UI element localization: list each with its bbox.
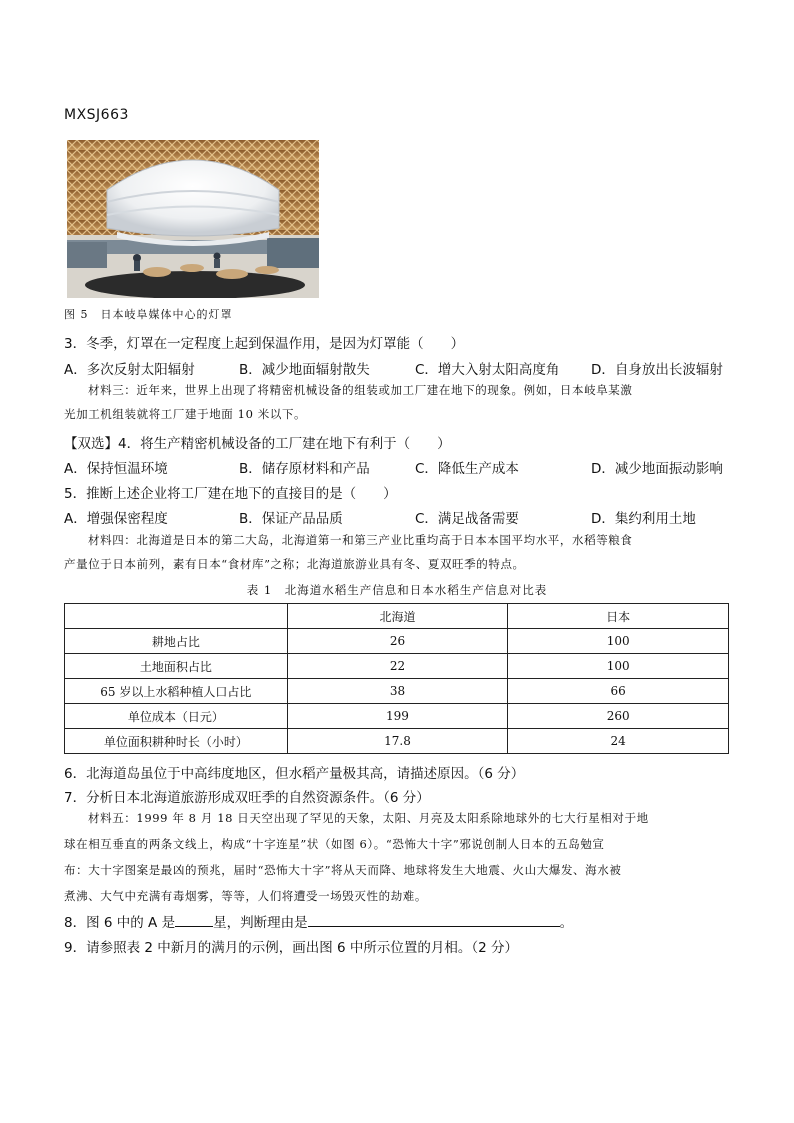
question-4-stem: 【双选】4．将生产精密机械设备的工厂建在地下有利于（ ）	[64, 436, 451, 452]
material-3-line-1: 材料三：近年来，世界上出现了将精密机械设备的组装或加工厂建在地下的现象。例如，日本岐阜某激	[88, 383, 633, 397]
question-4-option-a: A．保持恒温环境	[64, 461, 168, 477]
question-5-option-b: B．保证产品品质	[239, 511, 343, 527]
material-4-line-2: 产量位于日本前列，素有日本“食材库”之称；北海道旅游业具有冬、夏双旺季的特点。	[64, 557, 525, 571]
table-header-cell	[65, 604, 288, 629]
table-header-cell: 北海道	[287, 604, 508, 629]
table-cell: 土地面积占比	[65, 654, 288, 679]
material-5-line-4: 煮沸、大气中充满有毒烟雾，等等，人们将遭受一场毁灭性的劫难。	[64, 889, 427, 903]
question-8-part-2: 星，判断理由是	[213, 915, 308, 931]
material-5-line-3: 布：大十字图案是最凶的预兆，届时“恐怖大十字”将从天而降、地球将发生大地震、火山大爆发、海水被	[64, 863, 622, 877]
table-cell: 22	[287, 654, 508, 679]
question-5-stem: 5．推断上述企业将工厂建在地下的直接目的是（ ）	[64, 486, 397, 502]
table-cell: 26	[287, 629, 508, 654]
question-5-option-d: D．集约利用土地	[591, 511, 696, 527]
table-1-caption: 表 1 北海道水稻生产信息和日本水稻生产信息对比表	[246, 583, 548, 597]
material-4-line-1: 材料四：北海道是日本的第二大岛，北海道第一和第三产业比重均高于日本本国平均水平，水稻等粮食	[88, 533, 633, 547]
question-8-answer-blank-star[interactable]	[175, 912, 213, 927]
table-cell: 24	[508, 729, 729, 754]
question-3-option-a: A．多次反射太阳辐射	[64, 362, 195, 378]
question-7-stem: 7．分析日本北海道旅游形成双旺季的自然资源条件。（6 分）	[64, 790, 430, 806]
table-header-row	[65, 604, 729, 629]
material-5-line-2: 球在相互垂直的两条文线上，构成“十字连星”状（如图 6）。“恐怖大十字”邪说创制人日本的五岛勉宣	[64, 837, 605, 851]
table-cell: 单位成本（日元）	[65, 704, 288, 729]
question-8-part-3: 。	[559, 915, 574, 931]
table-row	[65, 654, 729, 679]
question-3-option-c: C．增大入射太阳高度角	[415, 362, 560, 378]
question-4-option-c: C．降低生产成本	[415, 461, 519, 477]
question-8	[64, 911, 573, 931]
table-cell: 17.8	[287, 729, 508, 754]
question-8-answer-blank-reason[interactable]	[308, 912, 560, 927]
table-cell: 199	[287, 704, 508, 729]
table-cell: 260	[508, 704, 729, 729]
table-cell: 38	[287, 679, 508, 704]
question-4-option-d: D．减少地面振动影响	[591, 461, 723, 477]
document-code: MXSJ663	[64, 107, 129, 123]
table-row	[65, 679, 729, 704]
table-cell: 65 岁以上水稻种植人口占比	[65, 679, 288, 704]
table-row	[65, 729, 729, 754]
table-row	[65, 629, 729, 654]
question-3-option-d: D．自身放出长波辐射	[591, 362, 723, 378]
question-4-option-b: B．储存原材料和产品	[239, 461, 370, 477]
figure-5-photo	[67, 140, 319, 298]
material-3-line-2: 光加工机组装就将工厂建于地面 10 米以下。	[64, 407, 307, 421]
question-8-part-1: 8．图 6 中的 A 是	[64, 915, 176, 931]
question-5-option-a: A．增强保密程度	[64, 511, 168, 527]
table-cell: 单位面积耕种时长（小时）	[65, 729, 288, 754]
table-cell: 100	[508, 654, 729, 679]
table-header-cell: 日本	[508, 604, 729, 629]
question-3-stem: 3．冬季，灯罩在一定程度上起到保温作用，是因为灯罩能（ ）	[64, 336, 465, 352]
table-1	[64, 603, 729, 754]
table-cell: 100	[508, 629, 729, 654]
table-cell: 耕地占比	[65, 629, 288, 654]
question-6-stem: 6．北海道岛虽位于中高纬度地区，但水稻产量极其高，请描述原因。（6 分）	[64, 766, 525, 782]
question-9-stem: 9．请参照表 2 中新月的满月的示例，画出图 6 中所示位置的月相。（2 分）	[64, 940, 519, 956]
table-row	[65, 704, 729, 729]
table-cell: 66	[508, 679, 729, 704]
question-5-option-c: C．满足战备需要	[415, 511, 519, 527]
question-3-option-b: B．减少地面辐射散失	[239, 362, 370, 378]
figure-5-caption: 图 5 日本岐阜媒体中心的灯罩	[64, 308, 233, 321]
material-5-line-1: 材料五：1999 年 8 月 18 日天空出现了罕见的天象，太阳、月亮及太阳系除地球外的七大行星相对于地	[88, 811, 649, 825]
